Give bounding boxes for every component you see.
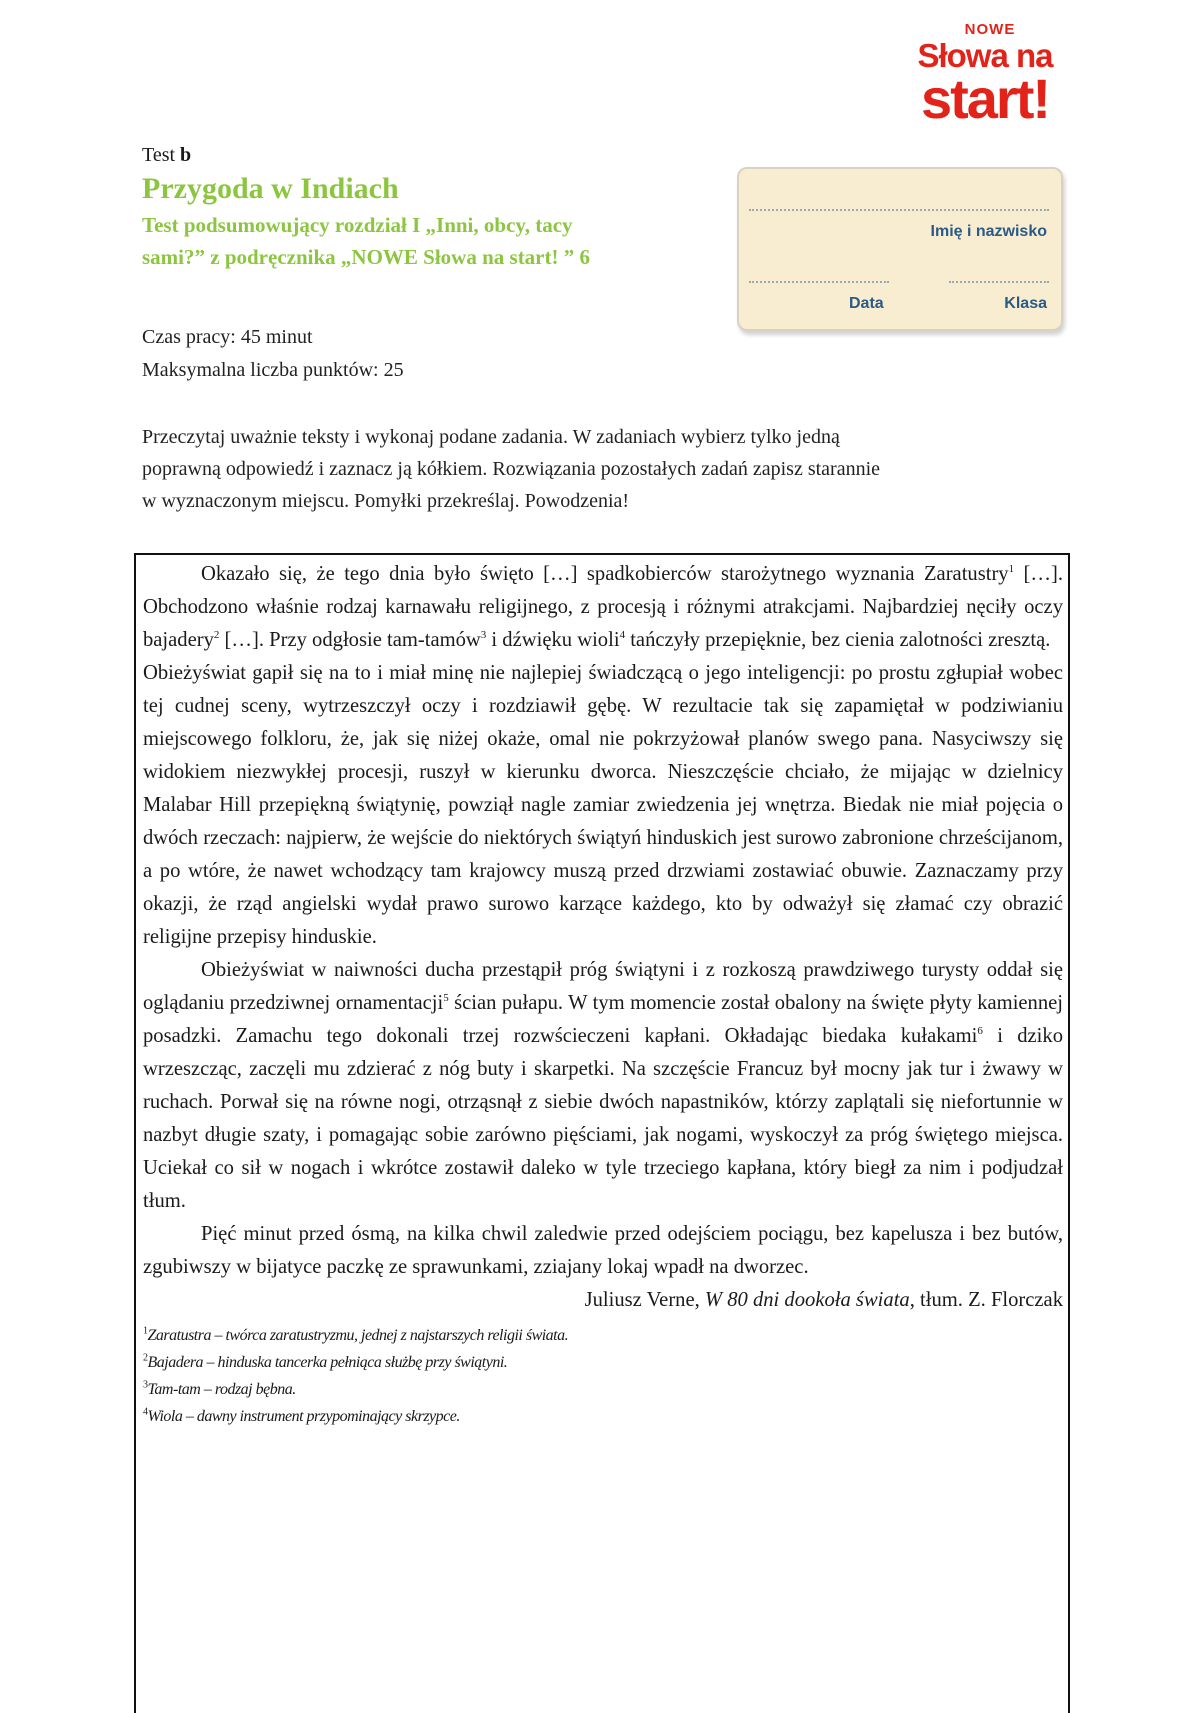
test-header [142, 143, 722, 273]
p1-text-d: i dźwięku wioli [486, 629, 620, 651]
logo-line-start: start! [920, 67, 1050, 130]
class-label: Klasa [1004, 295, 1047, 312]
footnotes [143, 1322, 1063, 1430]
footnote-num: 4 [143, 1406, 148, 1418]
footnote-2 [143, 1349, 1063, 1376]
name-label: Imię i nazwisko [930, 223, 1047, 240]
footnote-ref-2: 2 [213, 629, 220, 642]
footnote-ref-3: 3 [480, 629, 487, 642]
brand-logo [900, 21, 1070, 130]
reading-passage [143, 558, 1063, 1430]
footnote-4 [143, 1403, 1063, 1430]
page-subtitle [142, 209, 722, 273]
p1-text-b: […]. Obchodzono właśnie rodzaj karnawału religijnego, z procesją i różnymi atrakcjami. Najbardziej nęciły oczy bajadery [143, 563, 1063, 651]
passage-paragraph-3 [143, 954, 1063, 1218]
p3-text-b: ścian pułapu. W tym momencie został obalony na święte płyty kamiennej posadzki. Zamachu tego dokonali trzej rozwścieczeni kapłani. Okładając biedaka kułakami [143, 992, 1064, 1047]
footnote-1 [143, 1322, 1063, 1349]
footnote-ref-6: 6 [977, 1025, 983, 1038]
footnote-text: Wiola – dawny instrument przypominający skrzypce. [147, 1408, 460, 1425]
date-label: Data [849, 295, 884, 312]
p3-text-a: Obieżyświat w naiwności ducha przestąpił próg świątyni i z rozkoszą prawdziwego turysty oddał się oglądaniu przedziwnej ornamentacji [143, 959, 1063, 1014]
passage-paragraph-1 [143, 558, 1063, 657]
test-label [142, 143, 722, 167]
student-info-card [737, 167, 1063, 331]
footnote-text: Bajadera – hinduska tancerka pełniąca służbę przy świątyni. [147, 1354, 508, 1371]
source-translator: , tłum. Z. Florczak [909, 1289, 1063, 1311]
footnote-ref-5: 5 [443, 992, 449, 1005]
date-dotted-line[interactable] [749, 281, 889, 283]
footnote-3 [143, 1376, 1063, 1403]
passage-paragraph-2: Obieżyświat gapił się na to i miał minę nie najlepiej świadczącą o jego inteligencji: po prostu zgłupiał wobec tej cudnej sceny, wytrzeszczył oczy i rozdziawił gębę. W rezultacie tak się zapamiętał w podziwianiu miejscowego folkloru, że, jak się niżej okaże, omal nie pokrzyżował planów swego pana. Nasyciwszy się widokiem niezwykłej procesji, ruszył w kierunku dworca. Nieszczęście chciało, że mijając w dzielnicy Malabar Hill przepiękną świątynię, powziął nagle zamiar zwiedzenia jej wnętrza. Biedak nie miał pojęcia o dwóch rzeczach: najpierw, że wejście do niektórych świątyń hinduskich jest surowo zabronione chrześcijanom, a po wtóre, że nawet wchodzący tam krajowcy muszą przed drzwiami zostawiać obuwie. Zaznaczamy przy okazji, że rząd angielski wydał prawo surowo karzące każdego, kto by odważył się złamać czy obrazić religijne przepisy hinduskie. [143, 662, 1063, 948]
source-author: Juliusz Verne, [584, 1289, 705, 1311]
p1-text-e: tańczyły przepięknie, bez cienia zalotności zresztą. [625, 629, 1051, 651]
source-title: W 80 dni dookoła świata [704, 1289, 910, 1311]
p3-text-c: i dziko wrzeszcząc, zaczęli mu zdzierać z nóg buty i skarpetki. Na szczęście Francuz był mocny jak tur i żwawy w ruchach. Porwał się na równe nogi, otrząsnął z siebie dwóch napastników, którzy zaplątali się niefortunnie w nazbyt długie szaty, i pomagając sobie zarówno pięściami, jak nogami, wyskoczył za próg świętego miejsca. Uciekał co sił w nogach i wkrótce zostawił daleko w tyle trzeciego kapłana, który biegł za nim i podjudzał tłum. [143, 1025, 1063, 1212]
subtitle-line-2: sami?” z podręcznika „NOWE Słowa na start! ” 6 [142, 245, 590, 269]
name-dotted-line[interactable] [749, 209, 1049, 211]
footnote-text: Zaratustra – twórca zaratustryzmu, jednej z najstarszych religii świata. [147, 1327, 569, 1344]
passage-paragraph-4: Pięć minut przed ósmą, na kilka chwil zaledwie przed odejściem pociągu, bez kapelusza i bez butów, zgubiwszy w bijatyce paczkę ze sprawunkami, zziajany lokaj wpadł na dworzec. [143, 1223, 1063, 1278]
logo-line-slowa: Słowa na [917, 37, 1053, 74]
footnote-num: 3 [143, 1379, 148, 1391]
class-dotted-line[interactable] [949, 281, 1049, 283]
footnote-num: 2 [143, 1352, 148, 1364]
footnote-ref-4: 4 [619, 629, 626, 642]
test-prefix: Test [142, 144, 181, 166]
logo-line-nowe: NOWE [964, 21, 1016, 38]
footnote-text: Tam-tam – rodzaj bębna. [147, 1381, 296, 1398]
passage-source [143, 1284, 1063, 1316]
p1-text-c: […]. Przy odgłosie tam-tamów [219, 629, 481, 651]
subtitle-line-1: Test podsumowujący rozdział I „Inni, obcy, tacy [142, 213, 573, 237]
instructions-line-1: Przeczytaj uważnie teksty i wykonaj podane zadania. W zadaniach wybierz tylko jedną [142, 426, 840, 448]
max-points: Maksymalna liczba punktów: 25 [142, 359, 404, 381]
time-limit: Czas pracy: 45 minut [142, 326, 313, 348]
test-variant: b [180, 144, 192, 166]
page-title: Przygoda w Indiach [142, 172, 399, 205]
instructions-line-2: poprawną odpowiedź i zaznacz ją kółkiem. Rozwiązania pozostałych zadań zapisz starannie [142, 458, 881, 480]
footnote-num: 1 [143, 1325, 148, 1337]
test-meta [142, 321, 404, 387]
p1-text-a: Okazało się, że tego dnia było święto […] spadkobierców starożytnego wyznania Zaratustry [201, 563, 1009, 585]
instructions [142, 421, 1042, 517]
instructions-line-3: w wyznaczonym miejscu. Pomyłki przekreślaj. Powodzenia! [142, 490, 630, 512]
footnote-ref-1: 1 [1008, 563, 1015, 576]
